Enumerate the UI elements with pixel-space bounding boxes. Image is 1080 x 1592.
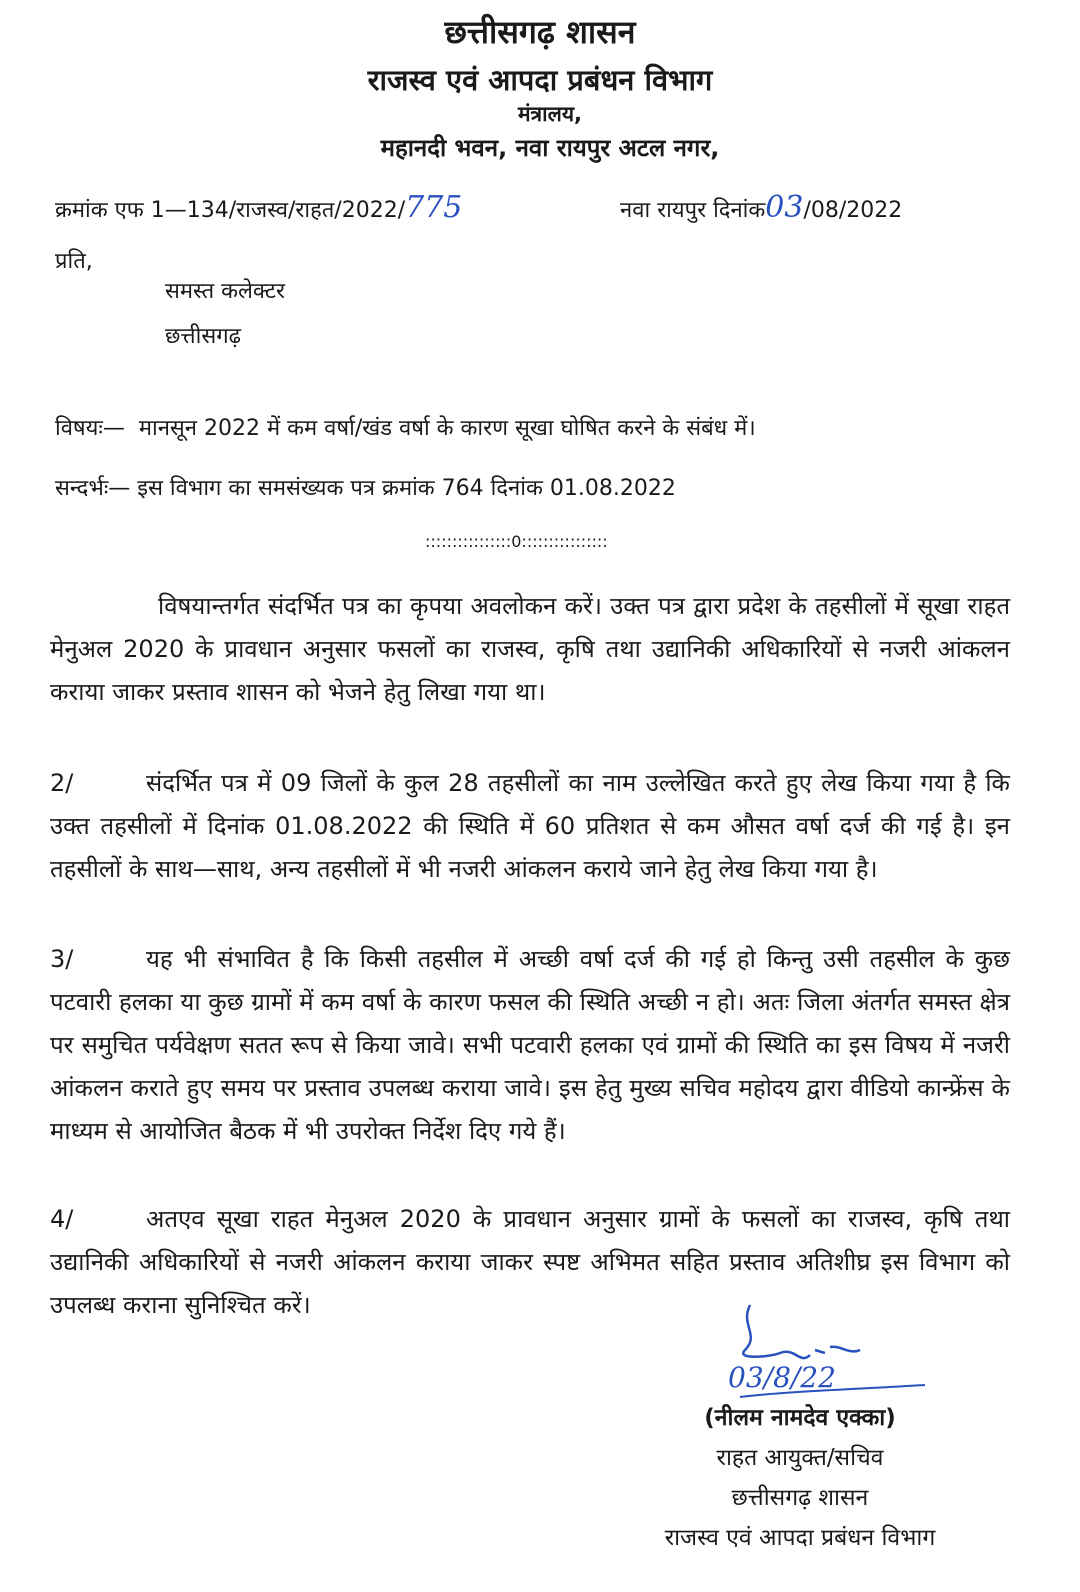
- date-prefix: नवा रायपुर दिनांक: [620, 198, 766, 223]
- separator: ::::::::::::::::0::::::::::::::::: [425, 532, 608, 551]
- department-heading: राजस्व एवं आपदा प्रबंधन विभाग: [367, 63, 713, 97]
- prati-label: प्रति,: [55, 249, 93, 274]
- signatory-government: छत्तीसगढ़ शासन: [731, 1485, 869, 1511]
- reference-label: सन्दर्भः—: [55, 476, 131, 501]
- paragraph-4-text: अतएव सूखा राहत मेनुअल 2020 के प्रावधान अनुसार ग्रामों के फसलों का राजस्व, कृषि तथा उद्यानिकी अधिकारियों से नजरी आंकलन कराया जाकर स्पष्ट अभिमत सहित प्रस्ताव अतिशीघ्र इस विभाग को उपलब्ध कराना सुनिश्चित करें।: [50, 1205, 1010, 1319]
- handwritten-signature: [700, 1295, 930, 1415]
- paragraph-2-text: संदर्भित पत्र में 09 जिलों के कुल 28 तहसीलों का नाम उल्लेखित करते हुए लेख किया गया है कि उक्त तहसीलों में दिनांक 01.08.2022 की स्थिति में 60 प्रतिशत से कम औसत वर्षा दर्ज की गई है। इन तहसीलों के साथ—साथ, अन्य तहसीलों में भी नजरी आंकलन कराये जाने हेतु लेख किया गया है।: [50, 769, 1010, 883]
- government-heading: छत्तीसगढ़ शासन: [444, 13, 636, 51]
- addressee-line-2: छत्तीसगढ़: [165, 324, 241, 349]
- letter-number: [55, 190, 462, 225]
- paragraph-3-number: 3/: [50, 945, 74, 973]
- subject-text: मानसून 2022 में कम वर्षा/खंड वर्षा के कारण सूखा घोषित करने के संबंध में।: [138, 416, 756, 441]
- signatory-designation: राहत आयुक्त/सचिव: [716, 1445, 884, 1471]
- letter-number-handwritten: 775: [405, 190, 463, 225]
- paragraph-1: [50, 585, 1010, 714]
- letter-date: [620, 190, 902, 225]
- paragraph-2-number: 2/: [50, 769, 74, 797]
- paragraph-2: [50, 762, 1010, 891]
- paragraph-3: [50, 938, 1010, 1153]
- date-rest: /08/2022: [803, 198, 903, 223]
- paragraph-4-number: 4/: [50, 1205, 74, 1233]
- signatory-name: (नीलम नामदेव एक्का): [704, 1405, 896, 1431]
- signature-date: 03/8/22: [728, 1361, 836, 1394]
- date-day-handwritten: 03: [765, 190, 804, 225]
- letter-number-printed: क्रमांक एफ 1—134/राजस्व/राहत/2022/: [55, 198, 406, 223]
- signatory-block: [600, 1398, 1000, 1558]
- reference-text: इस विभाग का समसंख्यक पत्र क्रमांक 764 दिनांक 01.08.2022: [137, 476, 676, 501]
- office-address: महानदी भवन, नवा रायपुर अटल नगर,: [380, 134, 720, 162]
- subject-label: विषयः—: [55, 416, 125, 441]
- paragraph-3-text: यह भी संभावित है कि किसी तहसील में अच्छी वर्षा दर्ज की गई हो किन्तु उसी तहसील के कुछ पटवारी हलका या कुछ ग्रामों में कम वर्षा के कारण फसल की स्थिति अच्छी न हो। अतः जिला अंतर्गत समस्त क्षेत्र पर समुचित पर्यवेक्षण सतत रूप से किया जावे। सभी पटवारी हलका एवं ग्रामों की स्थिति का इस विषय में नजरी आंकलन कराते हुए समय पर प्रस्ताव उपलब्ध कराया जावे। इस हेतु मुख्य सचिव महोदय द्वारा वीडियो कान्फ्रेंस के माध्यम से आयोजित बैठक में भी उपरोक्त निर्देश दिए गये हैं।: [50, 945, 1010, 1145]
- subject-line: [55, 412, 756, 442]
- reference-line: [55, 472, 676, 502]
- paragraph-1-text: विषयान्तर्गत संदर्भित पत्र का कृपया अवलोकन करें। उक्त पत्र द्वारा प्रदेश के तहसीलों में सूखा राहत मेनुअल 2020 के प्रावधान अनुसार फसलों का राजस्व, कृषि तथा उद्यानिकी अधिकारियों से नजरी आंकलन कराया जाकर प्रस्ताव शासन को भेजने हेतु लिखा गया था।: [50, 592, 1010, 706]
- signatory-department: राजस्व एवं आपदा प्रबंधन विभाग: [664, 1525, 936, 1551]
- office-name: मंत्रालय,: [518, 102, 582, 126]
- addressee-line-1: समस्त कलेक्टर: [165, 279, 286, 304]
